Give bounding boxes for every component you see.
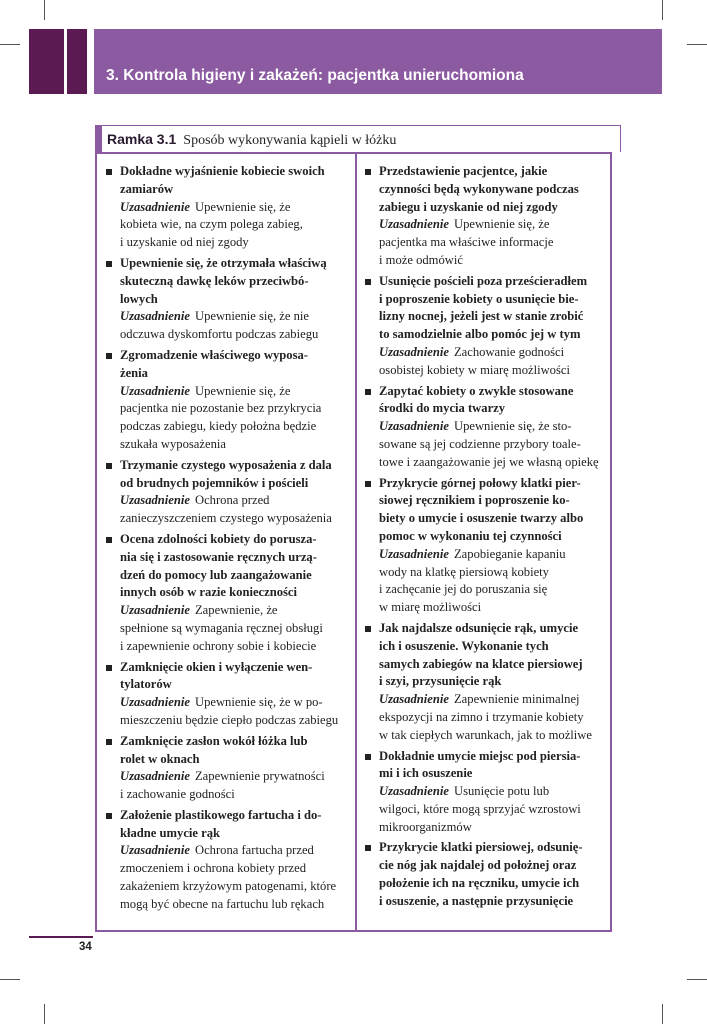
rationale-text: Upewnienie się, że w po-	[194, 695, 323, 710]
rationale-text: Ochrona fartucha przed	[194, 843, 314, 858]
item-title-line: położenie ich na ręczniku, umycie ich	[379, 876, 580, 891]
list-item	[364, 475, 604, 617]
rationale-line: i zapewnienie ochrony sobie i kobiecie	[120, 638, 317, 653]
list-item	[364, 273, 604, 380]
item-title-line: skuteczną dawkę leków przeciwbó-	[120, 273, 309, 288]
rationale-line: spełnione są wymagania ręcznej obsługi	[120, 620, 323, 635]
bullet-icon	[106, 463, 112, 469]
rationale-label: Uzasadnienie	[379, 419, 449, 434]
item-title-line: ich i osuszenie. Wykonanie tych	[379, 638, 549, 653]
list-item	[105, 733, 345, 804]
item-title-line: Dokładnie umycie miejsc pod piersia-	[379, 748, 581, 763]
item-title-line: to samodzielnie albo pomóc jej w tym	[379, 327, 581, 342]
item-title-line: Trzymanie czystego wyposażenia z dala	[120, 457, 332, 472]
rationale-label: Uzasadnienie	[379, 344, 449, 359]
rationale-line: mogą być obecne na fartuchu lub rękach	[120, 896, 325, 911]
crop-mark	[662, 1004, 663, 1024]
rationale-line	[379, 344, 604, 362]
bullet-icon	[365, 279, 371, 285]
rationale-label: Uzasadnienie	[120, 843, 190, 858]
rationale-line	[379, 418, 604, 436]
item-title-line: Przedstawienie pacjentce, jakie	[379, 164, 548, 178]
rationale-line	[120, 199, 345, 217]
item-title-line: od brudnych pojemników i pościeli	[120, 475, 309, 490]
item-title-line: kładne umycie rąk	[120, 825, 221, 840]
item-title-line: Zamknięcie zasłon wokół łóżka lub	[120, 733, 308, 748]
list-item	[364, 383, 604, 472]
item-title-line: czynności będą wykonywane podczas	[379, 181, 579, 196]
rationale-line	[120, 308, 345, 326]
rationale-line: i może odmówić	[379, 252, 463, 267]
bullet-icon	[365, 389, 371, 395]
box-title: Sposób wykonywania kąpieli w łóżku	[183, 133, 397, 148]
rationale-text: Ochrona przed	[194, 493, 270, 508]
bullet-icon	[365, 169, 371, 175]
bullet-icon	[106, 665, 112, 671]
item-title-line: mi i ich osuszenie	[379, 766, 473, 781]
rationale-line: pacjentka nie pozostanie bez przykrycia	[120, 401, 322, 416]
chapter-header	[94, 29, 662, 94]
rationale-line	[120, 768, 345, 786]
crop-mark	[0, 44, 20, 45]
rationale-text: Upewnienie się, że	[194, 199, 291, 214]
rationale-label: Uzasadnienie	[120, 695, 190, 710]
rationale-label: Uzasadnienie	[379, 692, 449, 707]
rationale-line: szukała wyposażenia	[120, 436, 226, 451]
bullet-icon	[365, 626, 371, 632]
item-title-line: i szyi, przysunięcie rąk	[379, 674, 502, 689]
rationale-label: Uzasadnienie	[379, 546, 449, 561]
rationale-text: Zapewnienie prywatności	[194, 769, 325, 784]
item-title-line: Dokładne wyjaśnienie kobiecie swoich	[120, 164, 325, 178]
item-title-line: Przykrycie górnej połowy klatki pier-	[379, 475, 581, 490]
list-item	[105, 347, 345, 454]
bullet-icon	[365, 481, 371, 487]
list-item	[364, 163, 604, 270]
bullet-icon	[106, 537, 112, 543]
item-title-line: Ocena zdolności kobiety do porusza-	[120, 531, 317, 546]
bullet-icon	[106, 261, 112, 267]
item-title-line: siowej ręcznikiem i poproszenie ko-	[379, 493, 570, 508]
rationale-line: zmoczeniem i ochrona kobiety przed	[120, 861, 307, 876]
item-title-line: innych osób w razie konieczności	[120, 585, 298, 600]
rationale-line: w miarę możliwości	[379, 600, 482, 615]
rationale-text: Upewnienie się, że	[194, 383, 291, 398]
rationale-line	[120, 602, 345, 620]
rationale-line: osobistej kobiety w miarę możliwości	[379, 362, 570, 377]
rationale-line: zakażeniem krzyżowym patogenami, które	[120, 879, 337, 894]
rationale-line: pacjentka ma właściwe informacje	[379, 235, 554, 250]
rationale-label: Uzasadnienie	[120, 603, 190, 618]
crop-mark	[687, 44, 707, 45]
rationale-line: mikroorganizmów	[379, 819, 472, 834]
rationale-line: w tak ciepłych warunkach, jak to możliwe	[379, 727, 592, 742]
crop-mark	[44, 1004, 45, 1024]
bullet-icon	[106, 169, 112, 175]
bullet-icon	[106, 813, 112, 819]
rationale-label: Uzasadnienie	[120, 383, 190, 398]
item-title-line: Zapytać kobiety o zwykle stosowane	[379, 383, 574, 398]
item-title-line: Jak najdalsze odsunięcie rąk, umycie	[379, 620, 579, 635]
rationale-line	[379, 546, 604, 564]
list-item	[105, 807, 345, 914]
rationale-line	[120, 492, 345, 510]
rationale-label: Uzasadnienie	[379, 784, 449, 799]
crop-mark	[0, 979, 20, 980]
rationale-line: i zachęcanie jej do poruszania się	[379, 582, 548, 597]
list-item	[105, 163, 345, 252]
item-title-line: środki do mycia twarzy	[379, 401, 506, 416]
rationale-line: ekspozycji na zimno i trzymanie kobiety	[379, 709, 584, 724]
bullet-icon	[106, 353, 112, 359]
box-label: Ramka 3.1	[107, 131, 177, 147]
item-title-line: biety o umycie i osuszenie twarzy albo	[379, 511, 584, 526]
rationale-line: mieszczeniu będzie ciepło podczas zabiegu	[120, 712, 339, 727]
box-heading	[107, 131, 396, 149]
rationale-label: Uzasadnienie	[120, 769, 190, 784]
rationale-line: podczas zabiegu, kiedy położna będzie	[120, 419, 317, 434]
crop-mark	[662, 0, 663, 20]
list-item	[364, 620, 604, 745]
bullet-icon	[365, 754, 371, 760]
item-title-line: Przykrycie klatki piersiowej, odsunię-	[379, 840, 583, 855]
crop-mark	[687, 979, 707, 980]
item-title-line: tylatorów	[120, 677, 172, 692]
rationale-text: Zapewnienie, że	[194, 603, 278, 618]
rationale-text: Upewnienie się, że sto-	[453, 419, 572, 434]
rationale-line: wody na klatkę piersiową kobiety	[379, 564, 549, 579]
item-title-line: Usunięcie pościeli poza prześcieradłem	[379, 273, 588, 288]
list-item	[105, 659, 345, 730]
item-title-line: Upewnienie się, że otrzymała właściwą	[120, 255, 327, 270]
item-title-line: dzeń do pomocy lub zaangażowanie	[120, 567, 312, 582]
rationale-line	[379, 216, 604, 234]
right-column	[364, 163, 604, 914]
rationale-label: Uzasadnienie	[120, 199, 190, 214]
rationale-line: odczuwa dyskomfortu podczas zabiegu	[120, 327, 319, 342]
list-item	[364, 748, 604, 837]
item-title-line: cie nóg jak najdalej od położnej oraz	[379, 858, 577, 873]
item-title-line: i osuszenie, a następnie przysunięcie	[379, 893, 574, 908]
list-item	[105, 457, 345, 528]
item-title-line: Zamknięcie okien i wyłączenie wen-	[120, 659, 313, 674]
rationale-text: Zapobieganie kapaniu	[453, 546, 566, 561]
item-title-line: Zgromadzenie właściwego wyposa-	[120, 347, 308, 362]
bullet-icon	[365, 845, 371, 851]
rationale-line: kobieta wie, na czym polega zabieg,	[120, 217, 303, 232]
rationale-line: sowane są jej codzienne przybory toale-	[379, 436, 581, 451]
rationale-text: Upewnienie się, że nie	[194, 309, 309, 324]
column-divider	[355, 154, 357, 930]
rationale-line	[120, 694, 345, 712]
rationale-line: towe i zaangażowanie jej we własną opiekę	[379, 454, 599, 469]
item-title-line: samych zabiegów na klatce piersiowej	[379, 656, 583, 671]
rationale-line: zanieczyszczeniem czystego wyposażenia	[120, 511, 332, 526]
box-title-accent	[96, 126, 102, 152]
left-column	[105, 163, 345, 917]
rationale-line	[120, 383, 345, 401]
box-title-bar	[95, 125, 621, 152]
list-item	[105, 531, 345, 656]
footer-rule	[29, 936, 93, 938]
procedure-box	[95, 152, 612, 932]
page-number: 34	[79, 941, 92, 953]
chapter-title: 3. Kontrola higieny i zakażeń: pacjentka unieruchomiona	[106, 67, 524, 84]
rationale-label: Uzasadnienie	[120, 309, 190, 324]
rationale-text: Zachowanie godności	[453, 344, 565, 359]
item-title-line: i poproszenie kobiety o usunięcie bie-	[379, 291, 579, 306]
chapter-tab	[29, 29, 64, 94]
bullet-icon	[106, 739, 112, 745]
list-item	[105, 255, 345, 344]
item-title-line: rolet w oknach	[120, 751, 200, 766]
item-title-line: pomoc w wykonaniu tej czynności	[379, 528, 562, 543]
item-title-line: lowych	[120, 291, 158, 306]
chapter-tab	[67, 29, 87, 94]
list-item	[364, 839, 604, 910]
item-title-line: nia się i zastosowanie ręcznych urzą-	[120, 549, 317, 564]
rationale-line	[379, 783, 604, 801]
rationale-text: Zapewnienie minimalnej	[453, 692, 580, 707]
item-title-line: zamiarów	[120, 181, 174, 196]
rationale-line: wilgoci, które mogą sprzyjać wzrostowi	[379, 801, 581, 816]
rationale-line	[379, 691, 604, 709]
rationale-line	[120, 842, 345, 860]
item-title-line: żenia	[120, 365, 148, 380]
item-title-line: zabiegu i uzyskanie od niej zgody	[379, 199, 558, 214]
rationale-line: i uzyskanie od niej zgody	[120, 235, 249, 250]
rationale-label: Uzasadnienie	[379, 217, 449, 232]
item-title-line: Założenie plastikowego fartucha i do-	[120, 807, 322, 822]
crop-mark	[44, 0, 45, 20]
rationale-text: Upewnienie się, że	[453, 217, 550, 232]
rationale-line: i zachowanie godności	[120, 787, 235, 802]
rationale-text: Usunięcie potu lub	[453, 784, 550, 799]
rationale-label: Uzasadnienie	[120, 493, 190, 508]
item-title-line: lizny nocnej, jeżeli jest w stanie zrobić	[379, 309, 584, 324]
